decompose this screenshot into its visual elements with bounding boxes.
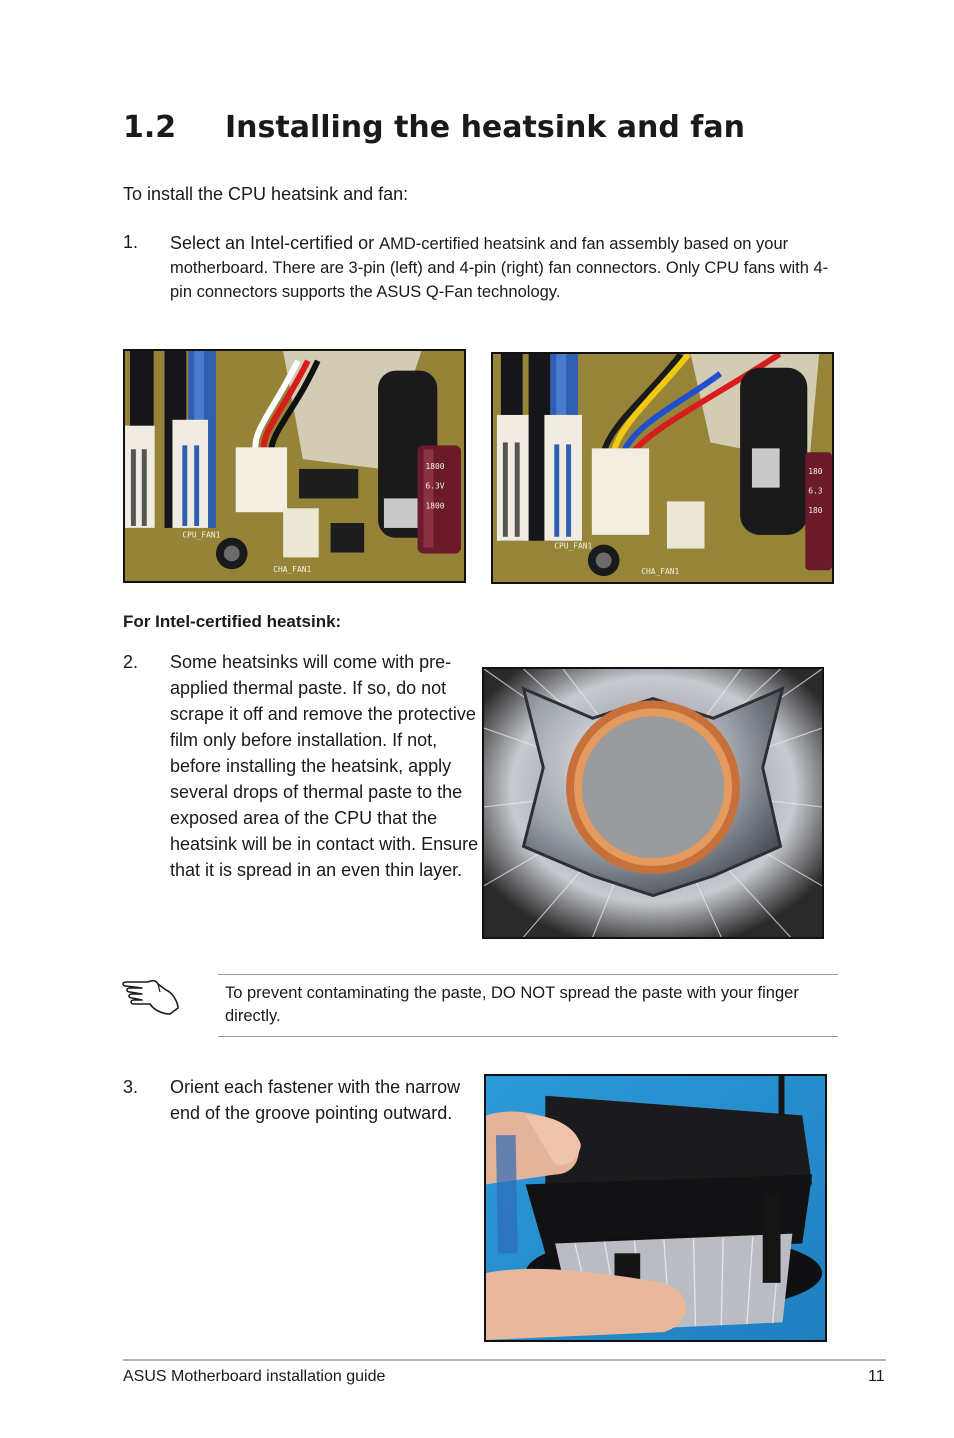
step-text [170, 231, 840, 304]
page-number: 11 [868, 1368, 885, 1385]
step-number: 2. [123, 652, 139, 672]
step-body: AMD-certified heatsink and fan assembly based on your motherboard. There are 3-pin (left) and 4-pin (right) fan connectors. Only CPU fans with 4-pin connectors supports the ASUS Q-Fan technology. [170, 235, 829, 301]
capacitor-label: 6.3V [425, 481, 445, 491]
note-top-rule [218, 974, 838, 975]
board-label: CPU_FAN1 [182, 530, 221, 540]
step-text: Orient each fastener with the narrow end of the groove pointing outward. [170, 1077, 461, 1123]
board-label: CPU_FAN1 [554, 541, 593, 551]
note-text: To prevent contaminating the paste, DO NOT spread the paste with your finger directly. [225, 984, 799, 1025]
three-pin-connector-photo [123, 349, 466, 583]
step-lead: Select an Intel-certified or [170, 233, 380, 253]
step-text: Some heatsinks will come with pre-applied thermal paste. If so, do not scrape it off and remove the protective film only before installation. If not, before installing the heatsink, apply several drops of thermal paste to the exposed area of the CPU that the heatsink will be in contact with. Ensure that it is spread in an even thin layer. [170, 652, 479, 880]
note-bottom-rule [218, 1036, 838, 1037]
section-number: 1.2 [123, 110, 177, 145]
section-title: Installing the heatsink and fan [225, 110, 745, 145]
footer-title: ASUS Motherboard installation guide [123, 1368, 386, 1385]
capacitor-label: 1800 [425, 501, 445, 511]
board-label: CHA_FAN1 [273, 565, 312, 575]
step-number: 1. [123, 232, 139, 252]
capacitor-label: 1800 [425, 461, 445, 471]
capacitor-label: 180 [808, 506, 823, 516]
intel-subheading: For Intel-certified heatsink: [123, 612, 342, 631]
intro-text: To install the CPU heatsink and fan: [123, 184, 409, 204]
step-number: 3. [123, 1077, 139, 1097]
heatsink-thermal-paste-photo [482, 667, 824, 939]
section-heading [123, 110, 745, 145]
capacitor-label: 180 [808, 466, 823, 476]
capacitor-label: 6.3 [808, 486, 823, 496]
footer-rule [123, 1359, 886, 1361]
four-pin-connector-photo [491, 352, 834, 584]
fastener-orientation-photo [484, 1074, 827, 1342]
pointing-hand-icon [122, 968, 184, 1018]
board-label: CHA_FAN1 [641, 567, 680, 577]
